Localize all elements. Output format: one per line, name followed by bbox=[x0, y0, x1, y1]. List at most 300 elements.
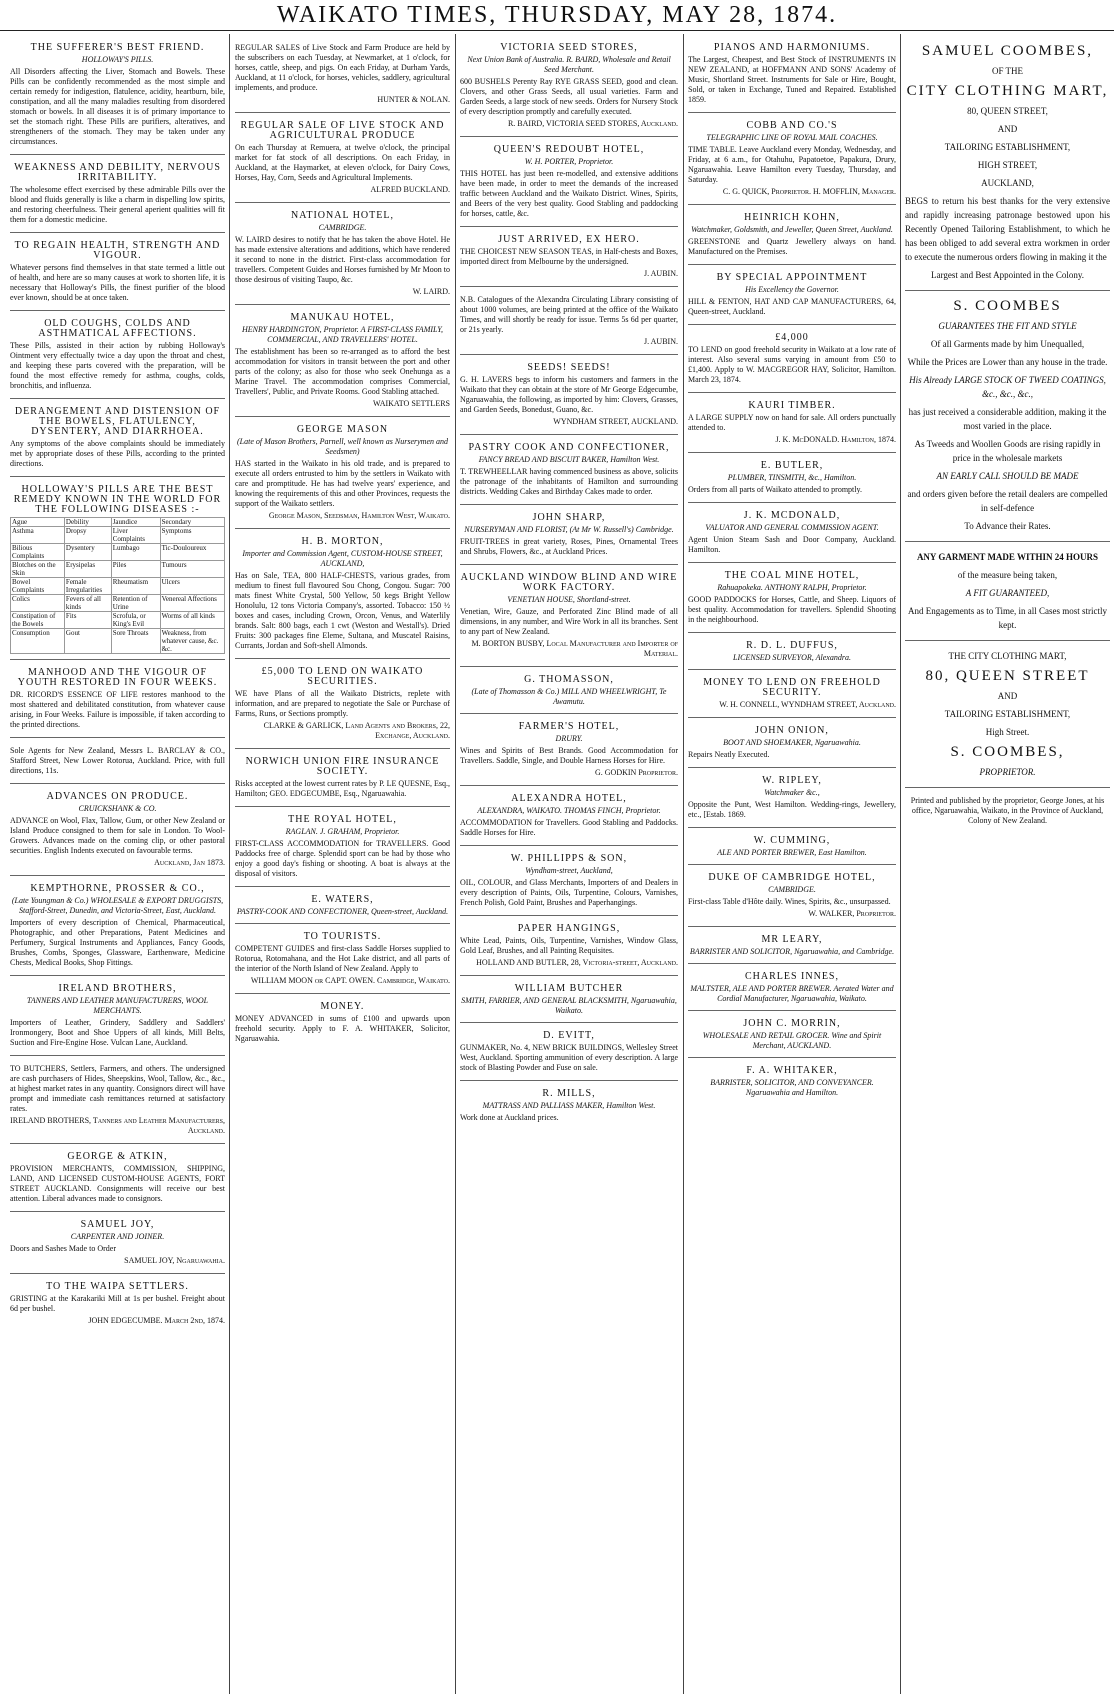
ad-heading: COBB AND CO.'S bbox=[746, 120, 838, 131]
ad-subheading: MATTRASS AND PALLIASS MAKER, Hamilton West. bbox=[482, 1101, 656, 1110]
advertisement bbox=[688, 1061, 896, 1104]
table-cell: Ague bbox=[11, 518, 65, 527]
advertisement bbox=[688, 721, 896, 768]
ad-subheading: CRUICKSHANK & CO. bbox=[78, 804, 157, 813]
ad-line: And Engagements as to Time, in all Cases most strictly kept. bbox=[908, 606, 1107, 630]
ad-heading: MANUKAU HOTEL, bbox=[290, 312, 395, 323]
masthead bbox=[0, 0, 1114, 31]
ad-subheading: CAMBRIDGE. bbox=[318, 223, 367, 232]
ad-subheading: CARPENTER AND JOINER. bbox=[70, 1232, 165, 1241]
ad-line: AND bbox=[997, 124, 1018, 134]
ad-heading: PASTRY COOK AND CONFECTIONER, bbox=[468, 442, 670, 453]
ad-body: TO BUTCHERS, Settlers, Farmers, and others. The undersigned are cash purchasers of Hides, Sheepskins, Wool, Tallow, &c., &c., at highest market rates in any quantity. Consignors direct will have prompt and immediate cash remittances returned at satisfactory rates. bbox=[10, 1064, 225, 1113]
ad-heading: J. K. MCDONALD, bbox=[743, 510, 841, 521]
advertisement bbox=[235, 890, 450, 924]
ad-subheading: TANNERS AND LEATHER MANUFACTURERS, WOOL MERCHANTS. bbox=[26, 996, 209, 1015]
ad-body: FRUIT-TREES in great variety, Roses, Pines, Ornamental Trees and Shrubs, Flowers, &c., at Auckland Prices. bbox=[460, 537, 678, 556]
advertisement bbox=[688, 673, 896, 718]
table-row bbox=[11, 527, 225, 544]
ad-heading: KEMPTHORNE, PROSSER & CO., bbox=[30, 883, 205, 894]
ad-signature: J. AUBIN. bbox=[643, 337, 678, 346]
ad-signature: SAMUEL JOY, Ngaruawahia. bbox=[124, 1256, 225, 1265]
ad-body: Importers of Leather, Grindery, Saddlery and Saddlers' Ironmongery, Boot and Shoe Uppers of all kinds, Mill Belts, Suction and Fire-Engine Hose. Vulcan Lane, Auckland. bbox=[10, 1018, 225, 1047]
ad-subheading: SMITH, FARRIER, AND GENERAL BLACKSMITH, Ngaruawahia, Waikato. bbox=[461, 996, 677, 1015]
coombes-name: SAMUEL COOMBES, bbox=[921, 43, 1094, 59]
ad-heading: SAMUEL JOY, bbox=[80, 1219, 155, 1230]
ad-body: A LARGE SUPPLY now on hand for sale. All orders punctually attended to. bbox=[688, 413, 896, 432]
ad-line: ANY GARMENT MADE WITHIN 24 HOURS bbox=[916, 552, 1099, 562]
advertisement bbox=[10, 663, 225, 738]
ad-body: 600 BUSHELS Perenty Ray RYE GRASS SEED, good and clean. Clovers, and other Grass Seeds, all usual varieties. Farm and Garden Seeds, a large stock of new seeds. Orders for Nursery Stock of every description promptly and carefully executed. bbox=[460, 77, 678, 116]
advertisement bbox=[688, 268, 896, 325]
ad-subheading: Rahuapokeka. ANTHONY RALPH, Proprietor. bbox=[717, 583, 867, 592]
table-cell: Piles bbox=[111, 561, 160, 578]
ad-heading: TO THE WAIPA SETTLERS. bbox=[46, 1281, 189, 1292]
ad-line: THE CITY CLOTHING MART, bbox=[948, 651, 1067, 661]
ad-body: All Disorders affecting the Liver, Stomach and Bowels. These Pills can be confidently recommended as the most simple and certain remedy for indigestion, flatulence, acidity, heartburn, bile, constipation, and all the many maladies resulting from disordered stomach or bowels. In all diseases it is of primary importance to set the stomach right. These Pills are purifiers, alteratives, and strengtheners of the stomach. They may be taken under any circumstances. bbox=[10, 67, 225, 146]
ad-body: N.B. Catalogues of the Alexandra Circulating Library consisting of about 1000 volumes, are being printed at the office of the Waikato Times, and will shortly be ready for issue. Terms 5s 6d per quarter, or 21s yearly. bbox=[460, 295, 678, 334]
advertisement bbox=[688, 967, 896, 1011]
ad-heading: E. BUTLER, bbox=[760, 460, 824, 471]
ad-heading: G. THOMASSON, bbox=[524, 674, 614, 685]
ad-signature: WAIKATO SETTLERS bbox=[373, 399, 450, 408]
ad-subheading: FANCY BREAD AND BISCUIT BAKER, Hamilton West. bbox=[478, 455, 660, 464]
ad-subheading: ALEXANDRA, WAIKATO. THOMAS FINCH, Proprietor. bbox=[477, 806, 661, 815]
ad-signature: George Mason, Seedsman, Hamilton West, Waikato. bbox=[268, 511, 450, 520]
advertisement bbox=[235, 532, 450, 659]
ad-body: DR. RICORD'S ESSENCE OF LIFE restores manhood to the most shattered and debilitated constitution, from whatever cause arising, in Four Weeks. Failure is impossible, if taken according to the printed directions. bbox=[10, 690, 225, 729]
advertisement bbox=[688, 566, 896, 633]
ad-body: Opposite the Punt, West Hamilton. Wedding-rings, Jewellery, etc., [Estab. 1869. bbox=[688, 800, 896, 819]
ad-heading: DUKE OF CAMBRIDGE HOTEL, bbox=[708, 872, 876, 883]
ad-subheading: TELEGRAPHIC LINE OF ROYAL MAIL COACHES. bbox=[706, 133, 878, 142]
advertisement bbox=[235, 308, 450, 417]
ad-subheading: HOLLOWAY'S PILLS. bbox=[81, 55, 154, 64]
ad-body: W. LAIRD desires to notify that he has taken the above Hotel. He has made extensive alterations and additions, which have rendered it second to none in the district. First-class accommodation for travellers. Competent Guides and Horses furnished by Mr Moon to those desirous of visiting Taupo, &c. bbox=[235, 235, 450, 284]
ad-body: Orders from all parts of Waikato attended to promptly. bbox=[688, 485, 862, 494]
ad-line: AND bbox=[997, 691, 1018, 701]
ad-subheading: VALUATOR AND GENERAL COMMISSION AGENT. bbox=[705, 523, 879, 532]
ad-body: PROVISION MERCHANTS, COMMISSION, SHIPPING, LAND, AND LICENSED CUSTOM-HOUSE AGENTS, FORT STREET AUCKLAND. Consignments will receive our best attention. Liberal advances made to consignors. bbox=[10, 1164, 225, 1203]
ad-line: 80, QUEEN STREET, bbox=[967, 106, 1048, 116]
ad-line: GUARANTEES THE FIT AND STYLE bbox=[938, 321, 1077, 331]
table-cell: Bilious Complaints bbox=[11, 544, 65, 561]
ad-heading: THE COAL MINE HOTEL, bbox=[724, 570, 860, 581]
ad-heading: ALEXANDRA HOTEL, bbox=[511, 793, 627, 804]
ad-line: High Street. bbox=[985, 727, 1030, 737]
newspaper-title: WAIKATO TIMES, THURSDAY, MAY 28, 1874. bbox=[276, 2, 838, 28]
table-cell: Lumbago bbox=[111, 544, 160, 561]
ad-subheading: BOOT AND SHOEMAKER, Ngaruawahia. bbox=[723, 738, 861, 747]
column-rule bbox=[455, 34, 456, 1694]
ad-subheading: RAGLAN. J. GRAHAM, Proprietor. bbox=[285, 827, 400, 836]
table-row bbox=[11, 544, 225, 561]
ad-body: Has on Sale, TEA, 800 HALF-CHESTS, various grades, from medium to finest full flavoured Sou Chong, Congou. Sugar: 700 mats finest White Crystal, 500 Yellow, 50 kegs Bright Yellow Honolulu, 12 tons Victoria Company's, assorted. Tobacco: 150 ½ boxes and cases, including Crown, Orcon, Venus, and Waterlily brands. Salt: 800 bags, each 1 cwt (Weston and Westall's). Dried Fruits: 300 packages fine Eleme, Sultana, and Muscatel Raisins, Currants, Jordan and Soft-shell Almonds. bbox=[235, 571, 450, 650]
ad-signature: JOHN EDGECUMBE. March 2nd, 1874. bbox=[88, 1316, 225, 1325]
ad-heading: BY SPECIAL APPOINTMENT bbox=[716, 272, 868, 283]
ad-body: The establishment has been so re-arranged as to afford the best accommodation for visitors in transit between the port and other parts of the colony; as also for those who seek Onehunga as a Marine Travel. The accommodation comprises Commercial, Travellers', Public, and Private Rooms. Good Stabling attached. bbox=[235, 347, 450, 396]
advertisement bbox=[460, 670, 678, 714]
ad-heading: MANHOOD AND THE VIGOUR OF YOUTH RESTORED IN FOUR WEEKS. bbox=[17, 667, 218, 688]
table-cell: Worms of all kinds bbox=[160, 612, 224, 629]
advertisement bbox=[460, 290, 678, 355]
advertisement bbox=[460, 230, 678, 287]
ad-line: CITY CLOTHING MART, bbox=[906, 83, 1109, 99]
ad-heading: R. D. L. DUFFUS, bbox=[746, 640, 838, 651]
column-4 bbox=[688, 38, 896, 1690]
ad-signature: J. AUBIN. bbox=[643, 269, 678, 278]
ad-signature: C. G. QUICK, Proprietor. H. MOFFLIN, Manager. bbox=[722, 187, 896, 196]
ad-line: As Tweeds and Woollen Goods are rising rapidly in price in the wholesale markets bbox=[914, 439, 1101, 463]
ad-body: Venetian, Wire, Gauze, and Perforated Zinc Blind made of all dimensions, in any number, and Wire Work in all its branches. Sent to any part of New Zealand. bbox=[460, 607, 678, 636]
advertisement bbox=[460, 508, 678, 565]
ad-signature: M. BORTON BUSBY, Local Manufacturer and Importer of Material. bbox=[471, 639, 678, 658]
column-2 bbox=[235, 38, 450, 1690]
ad-line: of the measure being taken, bbox=[957, 570, 1058, 580]
column-rule bbox=[683, 34, 684, 1694]
ad-heading: QUEEN'S REDOUBT HOTEL, bbox=[493, 144, 645, 155]
ad-heading: £4,000 bbox=[775, 332, 809, 343]
ad-heading: W. RIPLEY, bbox=[762, 775, 822, 786]
ad-signature: J. K. McDONALD. Hamilton, 1874. bbox=[775, 435, 896, 444]
ad-heading: VICTORIA SEED STORES, bbox=[500, 42, 638, 53]
ad-heading: PAPER HANGINGS, bbox=[517, 923, 621, 934]
ad-body: TO LEND on good freehold security in Waikato at a low rate of interest. Also several sums varying in amount from £50 to £1,400. Apply to W. MACGREGOR HAY, Solicitor, Hamilton. March 23, 1874. bbox=[688, 345, 896, 384]
advertisement bbox=[460, 1026, 678, 1081]
column-1 bbox=[10, 38, 225, 1690]
divider bbox=[905, 290, 1110, 291]
table-cell: Secondary bbox=[160, 518, 224, 527]
ad-heading: TO TOURISTS. bbox=[303, 931, 382, 942]
ad-line: Of all Garments made by him Unequalled, bbox=[930, 339, 1085, 349]
ad-heading: SEEDS! SEEDS! bbox=[527, 362, 611, 373]
ad-body: HAS started in the Waikato in his old trade, and is prepared to execute all orders entrusted to him by the settlers in Waikato with care and promptitude. He has had twelve years' experience, and knowing the requirements of this and other Provinces, requests the support of the Waikato settlers. bbox=[235, 459, 450, 508]
advertisement bbox=[688, 636, 896, 670]
ad-line: To Advance their Rates. bbox=[964, 521, 1051, 531]
ad-heading: PIANOS AND HARMONIUMS. bbox=[713, 42, 871, 53]
advertisement bbox=[235, 662, 450, 749]
advertisement bbox=[460, 438, 678, 505]
advertisement bbox=[460, 789, 678, 846]
advertisement bbox=[235, 810, 450, 887]
table-cell: Jaundice bbox=[111, 518, 160, 527]
ad-body: WE have Plans of all the Waikato Districts, replete with information, and are prepared to negotiate the Sale or Purchase of Farms, Runs, or Sections promptly. bbox=[235, 689, 450, 718]
ad-subheading: VENETIAN HOUSE, Shortland-street. bbox=[507, 595, 631, 604]
advertisement bbox=[688, 328, 896, 393]
ad-heading: TO REGAIN HEALTH, STRENGTH AND VIGOUR. bbox=[14, 240, 221, 261]
advertisement bbox=[10, 1277, 225, 1333]
advertisement bbox=[688, 1014, 896, 1058]
table-cell: Bowel Complaints bbox=[11, 578, 65, 595]
ad-subheading: WHOLESALE AND RETAIL GROCER. Wine and Spirit Merchant, AUCKLAND. bbox=[702, 1031, 882, 1050]
ad-heading: HOLLOWAY'S PILLS ARE THE BEST REMEDY KNOWN IN THE WORLD FOR THE FOLLOWING DISEASES :- bbox=[13, 484, 222, 515]
ad-body: Work done at Auckland prices. bbox=[460, 1113, 559, 1122]
ad-signature: CLARKE & GARLICK, Land Agents and Brokers, 22, Exchange, Auckland. bbox=[263, 721, 450, 740]
ad-heading: MR LEARY, bbox=[761, 934, 823, 945]
ad-body: TIME TABLE. Leave Auckland every Monday, Wednesday, and Friday, at 6 a.m., for Otahuhu, Papatoetoe, Papakura, Drury, Ngaruawahia. Leave Hamilton every Tuesday, Thursday, and Saturday. bbox=[688, 145, 896, 184]
ad-body: THE CHOICEST NEW SEASON TEAS, in Half-chests and Boxes, imported direct from Melbourne by the undersigned. bbox=[460, 247, 678, 266]
ad-line: TAILORING ESTABLISHMENT, bbox=[944, 142, 1071, 152]
ad-signature: WILLIAM MOON or CAPT. OWEN. Cambridge, Waikato. bbox=[250, 976, 450, 985]
ad-subheading: Importer and Commission Agent, CUSTOM-HOUSE STREET, AUCKLAND, bbox=[242, 549, 443, 568]
ad-subheading: HENRY HARDINGTON, Proprietor. A FIRST-CLASS FAMILY, COMMERCIAL, AND TRAVELLERS' HOTEL. bbox=[241, 325, 444, 344]
advertisement bbox=[688, 771, 896, 828]
ad-signature: R. BAIRD, VICTORIA SEED STORES, Auckland. bbox=[507, 119, 678, 128]
advertisement bbox=[688, 116, 896, 205]
ad-body: Whatever persons find themselves in that state termed a little out of health, and here are so many causes at work to shorten life, it is necessary that Holloway's Pills, the finest purifier of the blood ever known, should be at once taken. bbox=[10, 263, 225, 302]
ad-signature: W. WALKER, Proprietor. bbox=[808, 909, 896, 918]
table-cell: Female Irregularities bbox=[64, 578, 111, 595]
divider bbox=[905, 787, 1110, 788]
advertisement bbox=[235, 997, 450, 1051]
ad-line: TAILORING ESTABLISHMENT, bbox=[944, 709, 1071, 719]
ad-heading: FARMER'S HOTEL, bbox=[518, 721, 620, 732]
advertisement bbox=[235, 116, 450, 203]
ad-subheading: BARRISTER, SOLICITOR, AND CONVEYANCER. Ngaruawahia and Hamilton. bbox=[710, 1078, 874, 1097]
ad-heading: REGULAR SALE OF LIVE STOCK AND AGRICULTURAL PRODUCE bbox=[240, 120, 445, 141]
imprint: Printed and published by the proprietor, George Jones, at his office, Ngaruawahia, Waikato, in the Province of Auckland, Colony of New Zealand. bbox=[910, 796, 1105, 825]
table-cell: Erysipelas bbox=[64, 561, 111, 578]
ad-body: These Pills, assisted in their action by rubbing Holloway's Ointment very effectually twice a day upon the throat and chest, and keeping these parts covered with the preparation, will be found the most effective remedy for asthma, coughs, colds, bronchitis, and influenza. bbox=[10, 341, 225, 390]
ad-subheading: BARRISTER AND SOLICITOR, Ngaruawahia, and Cambridge. bbox=[689, 947, 895, 956]
advertisement bbox=[460, 979, 678, 1023]
ad-line: His Already LARGE STOCK OF TWEED COATINGS, &c., &c., &c., bbox=[909, 375, 1106, 399]
column-rule bbox=[229, 34, 230, 1694]
advertisement bbox=[10, 1147, 225, 1212]
ad-body: The Largest, Cheapest, and Best Stock of INSTRUMENTS IN NEW ZEALAND, at HOFFMANN AND SONS' Academy of Music, Shortland Street. Instruments for Sale or Hire, Bought, Sold, or taken in Exchange, Tuned and Repaired. Established 1859. bbox=[688, 55, 896, 104]
ad-subheading: Wyndham-street, Auckland, bbox=[525, 866, 613, 875]
advertisement bbox=[460, 568, 678, 667]
ad-heading: KAURI TIMBER. bbox=[748, 400, 836, 411]
column-5-coombes-advertisement bbox=[905, 38, 1110, 1690]
table-cell: Symptoms bbox=[160, 527, 224, 544]
ad-heading: R. MILLS, bbox=[542, 1088, 596, 1099]
ad-line: BEGS to return his best thanks for the very extensive and rapidly increasing patronage bestowed upon his Recently Opened Tailoring Establishment, to which he has been obliged to add several extra workmen in order to execute the numerous orders flowing in making it the bbox=[905, 196, 1110, 262]
ad-heading: JUST ARRIVED, EX HERO. bbox=[498, 234, 640, 245]
ad-line: S. COOMBES bbox=[953, 298, 1062, 314]
ad-body: G. H. LAVERS begs to inform his customers and farmers in the Waikato that they can obtain at the store of Mr George Edgecumbe, Ngaruawahia, the following, as imported by him: Clovers, Grasses, and Garden Seeds, Bonedust, Guano, &c. bbox=[460, 375, 678, 414]
diseases-table bbox=[10, 517, 225, 654]
ad-heading: ADVANCES ON PRODUCE. bbox=[46, 791, 189, 802]
table-cell: Rheumatism bbox=[111, 578, 160, 595]
ad-signature: HOLLAND AND BUTLER, 28, Victoria-street, Auckland. bbox=[476, 958, 678, 967]
ad-heading: WILLIAM BUTCHER bbox=[514, 983, 624, 994]
ad-body: Repairs Neatly Executed. bbox=[688, 750, 770, 759]
ad-body: Risks accepted at the lowest current rates by P. LE QUESNE, Esq., Hamilton; GEO. EDGECUMBE, Esq., Ngaruawahia. bbox=[235, 779, 450, 798]
ad-body: HILL & FENTON, HAT AND CAP MANUFACTURERS, 64, Queen-street, Auckland. bbox=[688, 297, 896, 316]
ad-body: White Lead, Paints, Oils, Turpentine, Varnishes, Window Glass, Gold Leaf, Brushes, and all Painting Requisites. bbox=[460, 936, 678, 955]
ad-subheading: CAMBRIDGE. bbox=[768, 885, 816, 894]
advertisement bbox=[235, 752, 450, 807]
table-cell: Constipation of the Bowels bbox=[11, 612, 65, 629]
ad-heading: NATIONAL HOTEL, bbox=[291, 210, 394, 221]
ad-body: First-class Table d'Hôte daily. Wines, Spirits, &c., unsurpassed. bbox=[688, 897, 891, 906]
ad-heading: WEAKNESS AND DEBILITY, NERVOUS IRRITABILITY. bbox=[14, 162, 221, 183]
ad-heading: MONEY. bbox=[320, 1001, 365, 1012]
ad-line: PROPRIETOR. bbox=[979, 767, 1036, 777]
ad-line: HIGH STREET, bbox=[977, 160, 1038, 170]
advertisement bbox=[460, 358, 678, 435]
advertisement bbox=[10, 979, 225, 1056]
ad-body: REGULAR SALES of Live Stock and Farm Produce are held by the subscribers on each Tuesday, at Newmarket, at 1 o'clock, for horses, cattle, sheep, and pigs. On each Friday, at Durham Yards, Auckland, at 11 o'clock, for horses, vehicles, saddlery, agricultural implements, and produce. bbox=[235, 43, 450, 92]
ad-signature: WYNDHAM STREET, AUCKLAND. bbox=[553, 417, 678, 426]
table-cell: Fits bbox=[64, 612, 111, 629]
table-row bbox=[11, 595, 225, 612]
ad-body: GREENSTONE and Quartz Jewellery always on hand. Manufactured on the Premises. bbox=[688, 237, 896, 256]
ad-body: Importers of every description of Chemical, Pharmaceutical, Photographic, and other Preparations, Patent Medicines and Perfumery, Surgical Instruments and Appliances, Fancy Goods, Brushes, Combs, Sponges, Glassware, Earthenware, Medicine Chests, Medical Books, Shop Fittings. bbox=[10, 918, 225, 967]
ad-body: Wines and Spirits of Best Brands. Good Accommodation for Travellers. Saddle, Single, and Double Harness Horses for Hire. bbox=[460, 746, 678, 765]
ad-line: A FIT GUARANTEED, bbox=[965, 588, 1050, 598]
table-cell: Tumours bbox=[160, 561, 224, 578]
ad-subheading: NURSERYMAN AND FLORIST, (At Mr W. Russell's) Cambridge. bbox=[464, 525, 674, 534]
ad-heading: MONEY TO LEND ON FREEHOLD SECURITY. bbox=[703, 677, 881, 698]
ad-body: Agent Union Steam Sash and Door Company, Auckland. Hamilton. bbox=[688, 535, 896, 554]
ad-subheading: MALTSTER, ALE AND PORTER BREWER. Aerated Water and Cordial Manufacturer, Ngaruawahia, Waikato. bbox=[690, 984, 894, 1003]
ad-heading: E. WATERS, bbox=[311, 894, 374, 905]
advertisement bbox=[10, 158, 225, 233]
ad-heading: W. PHILLIPPS & SON, bbox=[510, 853, 628, 864]
ad-body: The wholesome effect exercised by these admirable Pills over the blood and fluids generally is like a charm in dispelling low spirits, and restoring cheerfulness. Their general aperient qualities will fit them for a domestic medicine. bbox=[10, 185, 225, 224]
advertisement bbox=[10, 236, 225, 311]
ad-line: OF THE bbox=[991, 66, 1024, 76]
table-cell: Ulcers bbox=[160, 578, 224, 595]
ad-heading: H. B. MORTON, bbox=[301, 536, 384, 547]
ad-heading: JOHN ONION, bbox=[755, 725, 829, 736]
ad-line: While the Prices are Lower than any house in the trade. bbox=[907, 357, 1108, 367]
advertisement bbox=[688, 456, 896, 503]
advertisement bbox=[10, 879, 225, 976]
column-3 bbox=[460, 38, 678, 1690]
ad-body: GUNMAKER, No. 4, NEW BRICK BUILDINGS, Wellesley Street West, Auckland. Sporting ammunition of every description. A large stock of Blasting Powder and Fuse on sale. bbox=[460, 1043, 678, 1072]
table-cell: Gout bbox=[64, 629, 111, 654]
table-cell: Dysentery bbox=[64, 544, 111, 561]
ad-line: Largest and Best Appointed in the Colony. bbox=[931, 270, 1084, 280]
table-row bbox=[11, 518, 225, 527]
table-cell: Weakness, from whatever cause, &c. &c. bbox=[160, 629, 224, 654]
table-cell: Fevers of all kinds bbox=[64, 595, 111, 612]
ad-signature: G. GODKIN Proprietor. bbox=[594, 768, 678, 777]
ad-subheading: (Late of Mason Brothers, Parnell, well known as Nurserymen and Seedsmen) bbox=[236, 437, 449, 456]
ad-subheading: Watchmaker, Goldsmith, and Jeweller, Queen Street, Auckland. bbox=[691, 225, 893, 234]
ad-body: On each Thursday at Remuera, at twelve o'clock, the principal market for fat stock of all descriptions. On each Friday, in Auckland, at the Haymarket, at eleven o'clock, for Dairy Cows, Horses, Hay, Corn, Seeds and Agricultural Implements. bbox=[235, 143, 450, 182]
advertisement bbox=[10, 314, 225, 399]
ad-subheading: Next Union Bank of Australia. R. BAIRD, Wholesale and Retail Seed Merchant. bbox=[467, 55, 671, 74]
advertisement bbox=[10, 741, 225, 784]
ad-body: Doors and Sashes Made to Order bbox=[10, 1244, 116, 1253]
ad-body: Any symptoms of the above complaints should be immediately met by appropriate doses of these Pills, according to the printed directions. bbox=[10, 439, 225, 468]
advertisement bbox=[688, 38, 896, 113]
ad-signature: Auckland, Jan 1873. bbox=[154, 858, 225, 867]
advertisement bbox=[10, 787, 225, 876]
advertisement bbox=[460, 717, 678, 786]
ad-heading: CHARLES INNES, bbox=[744, 971, 839, 982]
ad-line: S. COOMBES, bbox=[950, 744, 1065, 760]
advertisement bbox=[460, 140, 678, 227]
advertisement bbox=[235, 420, 450, 529]
table-row bbox=[11, 578, 225, 595]
table-cell: Scrofula, or King's Evil bbox=[111, 612, 160, 629]
advertisement bbox=[688, 868, 896, 927]
ad-line: 80, QUEEN STREET bbox=[925, 668, 1090, 684]
ad-body: T. TREWHEELLAR having commenced business as above, solicits the patronage of the inhabitants of Hamilton and surrounding districts. Wedding Cakes and Birthday Cakes made to order. bbox=[460, 467, 678, 496]
ad-subheading: DRURY. bbox=[555, 734, 583, 743]
ad-signature: W. LAIRD. bbox=[412, 287, 450, 296]
table-cell: Debility bbox=[64, 518, 111, 527]
ad-heading: £5,000 TO LEND ON WAIKATO SECURITIES. bbox=[261, 666, 424, 687]
advertisement bbox=[688, 831, 896, 865]
ad-subheading: W. H. PORTER, Proprietor. bbox=[524, 157, 614, 166]
ad-subheading: Watchmaker &c., bbox=[764, 788, 820, 797]
ad-heading: DERANGEMENT AND DISTENSION OF THE BOWELS, FLATULENCY, DYSENTERY, AND DIARRHOEA. bbox=[14, 406, 221, 437]
table-cell: Sore Throats bbox=[111, 629, 160, 654]
divider bbox=[905, 541, 1110, 542]
table-cell: Tic-Douloureux bbox=[160, 544, 224, 561]
table-row bbox=[11, 561, 225, 578]
ad-heading: JOHN SHARP, bbox=[532, 512, 606, 523]
table-cell: Colics bbox=[11, 595, 65, 612]
ad-heading: F. A. WHITAKER, bbox=[746, 1065, 838, 1076]
ad-subheading: ALE AND PORTER BREWER, East Hamilton. bbox=[717, 848, 867, 857]
ad-subheading: PLUMBER, TINSMITH, &c., Hamilton. bbox=[727, 473, 857, 482]
table-cell: Asthma bbox=[11, 527, 65, 544]
advertisement bbox=[688, 930, 896, 964]
ad-line: and orders given before the retail dealers are compelled in self-defence bbox=[907, 489, 1108, 513]
ad-body: GOOD PADDOCKS for Horses, Cattle, and Sheep. Liquors of best quality. Accommodation for travellers. Splendid Shooting in the neighbourhood. bbox=[688, 595, 896, 624]
advertisement bbox=[460, 38, 678, 137]
table-row bbox=[11, 629, 225, 654]
ad-subheading: PASTRY-COOK AND CONFECTIONER, Queen-street, Auckland. bbox=[236, 907, 449, 916]
ad-body: Sole Agents for New Zealand, Messrs L. BARCLAY & CO., Stafford Street, New Lower Rotorua, Auckland. Price, with full directions, 11s. bbox=[10, 746, 225, 775]
table-cell: Liver Complaints bbox=[111, 527, 160, 544]
ad-signature: W. H. CONNELL, WYNDHAM STREET, Auckland. bbox=[719, 700, 896, 709]
ad-body: COMPETENT GUIDES and first-class Saddle Horses supplied to Rotorua, Rotomahana, and the Hot Lake district, and all parts of the interior of the North Island of New Zealand. Apply to bbox=[235, 944, 450, 973]
ad-line: AUCKLAND, bbox=[981, 178, 1034, 188]
ad-line: has just received a considerable addition, making it the most varied in the place. bbox=[908, 407, 1107, 431]
ad-heading: HEINRICH KOHN, bbox=[744, 212, 840, 223]
ad-heading: JOHN C. MORRIN, bbox=[743, 1018, 841, 1029]
advertisement bbox=[688, 208, 896, 265]
ad-body: OIL, COLOUR, and Glass Merchants, Importers of and Dealers in every description of Paints, Oils, Turpentine, Colours, Varnishes, French Polish, Gold Paint, Brushes and Paperhangings. bbox=[460, 878, 678, 907]
ad-signature: HUNTER & NOLAN. bbox=[377, 95, 450, 104]
table-cell: Blotches on the Skin bbox=[11, 561, 65, 578]
ad-heading: W. CUMMING, bbox=[753, 835, 831, 846]
table-row bbox=[11, 612, 225, 629]
table-cell: Consumption bbox=[11, 629, 65, 654]
ad-body: GRISTING at the Karakariki Mill at 1s per bushel. Freight about 6d per bushel. bbox=[10, 1294, 225, 1313]
advertisement bbox=[460, 849, 678, 916]
table-cell: Retention of Urine bbox=[111, 595, 160, 612]
ad-heading: IRELAND BROTHERS, bbox=[58, 983, 177, 994]
ad-body: MONEY ADVANCED in sums of £100 and upwards upon freehold security. Apply to F. A. WHITAKER, Solicitor, Ngaruawahia. bbox=[235, 1014, 450, 1043]
table-cell: Venereal Affections bbox=[160, 595, 224, 612]
advertisement bbox=[460, 1084, 678, 1130]
advertisement bbox=[235, 38, 450, 113]
ad-body: ADVANCE on Wool, Flax, Tallow, Gum, or other New Zealand or Island Produce consigned to them for sale in London. To Wool-Growers. Advances made on the coming clip, or other pastoral securities. English Indents executed on favourable terms. bbox=[10, 816, 225, 855]
ad-heading: AUCKLAND WINDOW BLIND AND WIRE WORK FACTORY. bbox=[460, 572, 678, 593]
table-cell: Dropsy bbox=[64, 527, 111, 544]
advertisement bbox=[688, 506, 896, 563]
advertisement bbox=[10, 1215, 225, 1274]
ad-signature: ALFRED BUCKLAND. bbox=[370, 185, 450, 194]
column-rule bbox=[900, 34, 901, 1694]
ad-heading: GEORGE & ATKIN, bbox=[67, 1151, 168, 1162]
advertisement bbox=[235, 206, 450, 305]
ad-body: FIRST-CLASS ACCOMMODATION for TRAVELLERS. Good Paddocks free of charge. Splendid sport can be had by those who enjoy a good day's fishing or shooting. A boat is always at the disposal of visitors. bbox=[235, 839, 450, 878]
divider bbox=[905, 640, 1110, 641]
advertisement bbox=[10, 38, 225, 155]
advertisement bbox=[688, 396, 896, 453]
ad-heading: GEORGE MASON bbox=[296, 424, 389, 435]
